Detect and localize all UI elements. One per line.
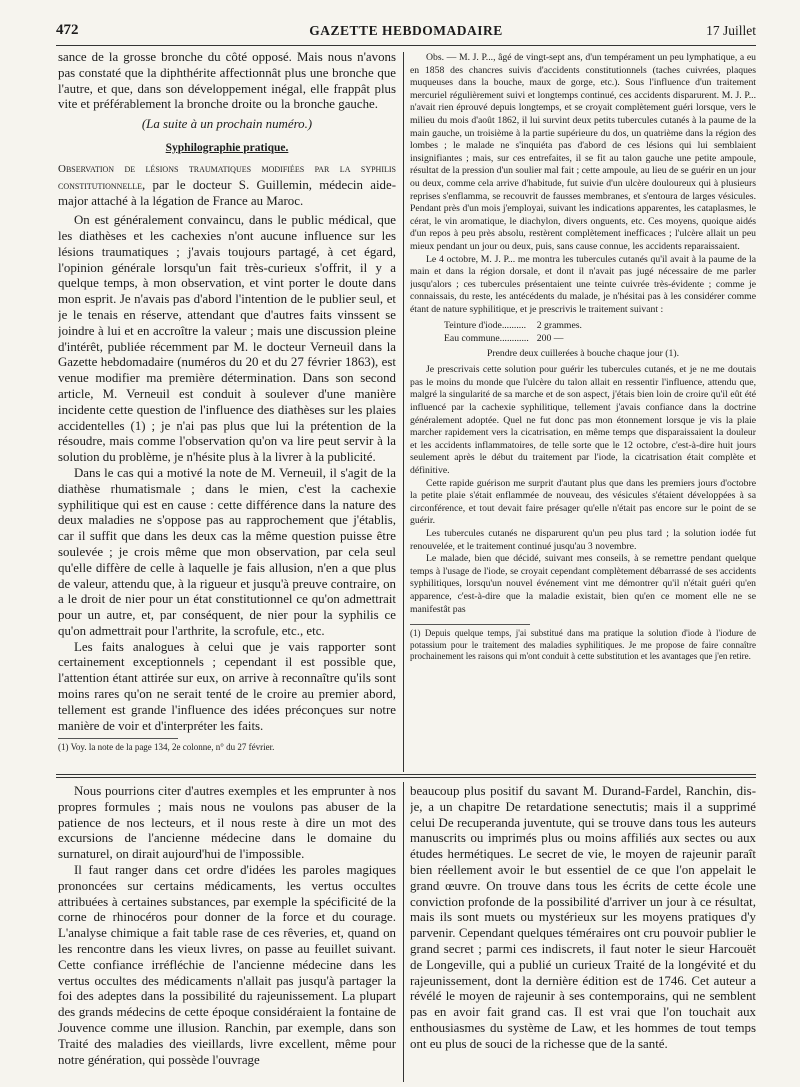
article-intro — [58, 161, 396, 210]
body-paragraph: Dans le cas qui a motivé la note de M. Verneuil, il s'agit de la diathèse rhumatismale ; dans le mien, c'est la cachexie syphilitique qui est en cause : cette différence dans la nature des deux maladies ne s'oppose pas au rapprochement que j'établis, car il suffit que dans les deux cas la même question puisse être soulevée ; je crois même que mon observation, par cela seul qu'elle diffère de celle à laquelle je fais allusion, n'en a que plus de valeur, attendu que, à la rigueur et jusqu'à preuve contraire, on a le droit de nier pour un état constitutionnel ce qu'on admettrait pour un autre, et, par conséquent, de nier pour la syphilis ce qu'on admettrait pour l'arthrite, la scrofule, etc., etc. — [58, 465, 396, 638]
section-title: Syphilographie pratique. — [165, 141, 289, 154]
footnote-rule — [410, 624, 530, 625]
observation-paragraph: Les tubercules cutanés ne disparurent qu'un peu plus tard ; la solution iodée fut renouvelée, et le traitement continué jusqu'au 3 novembre. — [410, 527, 756, 552]
body-paragraph: On est généralement convaincu, dans le public médical, que les diathèses et les cachexies n'ont aucune influence sur les lésions traumatiques ; j'avais toujours partagé, à cet égard, l'opinion générale lorsqu'un fait très-curieux s'offrit, il y a quelque temps, à mon observation, et vint porter le doute dans mon esprit. Je n'avais pas d'abord l'intention de le publier seul, et je le tenais en réserve, attendant que d'autres faits vinssent se joindre à lui et en accroître la valeur ; mais une discussion pleine d'intérêt, publiée récemment par M. le docteur Verneuil dans la Gazette hebdomadaire (numéros du 20 et du 27 février 1863), est venue modifier ma première détermination. Dans son second article, M. Verneuil est conduit à soulever d'une manière incidente cette question de l'influence des diathèses sur les plaies accidentelles (1) ; je n'ai pas plus que lui la prétention de la résoudre, mais comme l'observation qu'on va lire peut servir à la solution du problème, je n'hésite plus à la livrer à la publicité. — [58, 213, 396, 465]
page-number: 472 — [56, 22, 79, 38]
left-column — [58, 50, 396, 758]
prescription-row — [440, 320, 586, 333]
body-paragraph: Les faits analogues à celui que je vais rapporter sont certainement exceptionnels ; cependant il est possible que, l'attention étant attirée sur eux, on arrive à reconnaître qu'ils sont moins rares qu'on ne serait tenté de le croire au premier abord, tellement est grande l'influence des idées préconçues sur notre manière de voir et d'interpréter les faits. — [58, 639, 396, 733]
prescription-instruction: Prendre deux cuillerées à bouche chaque jour (1). — [486, 347, 680, 359]
feuilleton-left-column — [58, 784, 396, 1082]
feuilleton-paragraph: Nous pourrions citer d'autres exemples et les emprunter à nos propres formules ; mais nous ne voulons pas abuser de la patience de nos lecteurs, et il nous reste à dire un mot des excursions de l'ancienne médecine dans le domaine du surnaturel, on dirait aujourd'hui de l'impossible. — [58, 784, 396, 862]
feuilleton-paragraph: beaucoup plus positif du savant M. Durand-Fardel, Ranchin, dis-je, a un chapitre De retardatione senectutis; mais il a supprimé celui De recuperanda juventute, qui se trouve dans tous les auteurs manuscrits ou imprimés plus ou moins affiliés aux sectes ou aux études hermétiques. Le secret de vie, le moyen de rajeunir paraît bien réellement avoir le but essentiel de ce que l'on appelait le grand œuvre. On trouve dans tous les écrits de cette école une conviction profonde de la possibilité d'arriver un jour à ce résultat, mais ils sont muets ou mystérieux sur les moyens pratiques d'y parvenir. Cependant quelques téméraires ont cru pouvoir publier le grand secret ; parmi ces indiscrets, il faut noter le sieur Harcouët de Longeville, qui a publié un curieux Traité de la longévité et du rajeunissement, dont la dernière édition est de 1746. Cet auteur a révélé le moyen de rajeunir à ses contemporains, qui ne semblent pas en avoir fait grand cas. Il est vrai que l'on touchait aux enthousiasmes du système de Law, et les hommes de tout temps ont eu plus de souci de la richesse que de la santé. — [410, 784, 756, 1051]
prescription-amount: 200 — — [536, 333, 564, 345]
prescription-item: Teinture d'iode.......... — [444, 320, 527, 332]
prescription-table — [440, 320, 586, 345]
footnote: (1) Voy. la note de la page 134, 2e colonne, n° du 27 février. — [58, 742, 275, 753]
observation-paragraph: Je prescrivais cette solution pour guérir les tubercules cutanés, et je ne me doutais pas le moins du monde que l'ulcère du talon allait en ressentir l'influence, attendu que, malgré la singularité de sa marche et de son aspect, j'étais bien loin de croire qu'il eût été influencé par la cachexie syphilitique, tellement j'avais confiance dans la doctrine généralement adoptée. Quel ne fut donc pas mon étonnement lorsque je vis la plaie marcher rapidement vers la cicatrisation, en même temps que disparaissaient la douleur et les accidents inflammatoires, de telle sorte que le 12 octobre, c'est-à-dire huit jours seulement après le début du traitement par l'iode, la cicatrisation était complète et définitive. — [410, 364, 756, 476]
opening-paragraph: sance de la grosse bronche du côté opposé. Mais nous n'avons pas constaté que la diphthérite affectionnât plus une bronche que l'autre, et que, dans son développement inégal, elle frappât plus vite et préférablement la bronche droite ou la bronche gauche. — [58, 50, 396, 112]
journal-title: GAZETTE HEBDOMADAIRE — [309, 23, 503, 38]
prescription-item: Eau commune............ — [444, 333, 529, 345]
prescription-row — [440, 333, 586, 346]
feuilleton-paragraph: Il faut ranger dans cet ordre d'idées les paroles magiques prononcées sur certains médicaments, les vertus occultes attribuées à certaines substances, par exemple la spécificité de la corne de rhinocéros pour donner de la force et du courage. L'analyse chimique a fait table rase de ces rêveries, et, quand on les rencontre dans les vieux livres, on passe au feuillet suivant. Cette confiance irréfléchie de l'ancienne médecine dans les vertus occultes des médicaments n'allait pas jusqu'à partager la foi des adeptes dans la possibilité du rajeunissement. La plupart des grands médecins de cette époque considéraient la fontaine de Jouvence comme une illusion. Ranchin, par exemple, dans son Traité des maladies des vieillards, livre excellent, même pour notre génération, qui possède l'ouvrage — [58, 862, 396, 1067]
article-intro-author: , par le docteur S. Guillemin, médecin aide-major attaché à la légation de France au Maroc. — [58, 177, 396, 209]
observation-paragraph: Le malade, bien que décidé, suivant mes conseils, à se remettre pendant quelque temps à l'usage de l'iode, se croyait cependant complètement débarrassé de ses accidents syphilitiques, lorsqu'un nouvel événement vint me démontrer qu'il n'était guéri qu'en apparence, c'est-à-dire que la maladie existait, bien qu'en ce moment elle ne se manifestât pas — [410, 553, 756, 615]
article-intro-title: Observation de lésions traumatiques modifiées par la syphilis constitutionnelle — [58, 162, 396, 192]
column-divider — [403, 52, 404, 772]
prescription-amount: 2 grammes. — [536, 320, 582, 332]
observation-paragraph: Le 4 octobre, M. J. P... me montra les tubercules cutanés qu'il avait à la paume de la main et dans la région dorsale, et dont il n'avait pas jugé nécessaire de me parler jusqu'alors ; ces tubercules présentaient une teinte cuivrée très-évidente ; comme je connaissais, du reste, les antécédents du malade, je n'hésitai pas à les considérer comme étant de nature syphilitique, et je prescrivis le traitement suivant : — [410, 253, 756, 315]
footnote-rule — [58, 738, 178, 739]
running-header — [56, 20, 756, 42]
footnote: (1) Depuis quelque temps, j'ai substitué dans ma pratique la solution d'iode à l'iodure de potassium pour le traitement des maladies syphilitiques. Je me propose de faire connaître prochainement les raisons qui m'ont conduit à cette substitution et les avantages que j'en retire. — [410, 628, 756, 662]
section-rule — [56, 774, 756, 775]
issue-date: 17 Juillet — [706, 23, 756, 38]
right-column — [410, 52, 756, 770]
observation-paragraph: Obs. — M. J. P..., âgé de vingt-sept ans, d'un tempérament un peu lymphatique, a eu en 1858 des chancres suivis d'accidents constitutionnels (taches cuivrées, plaques muqueuses dans la bouche, maux de gorge, etc.). Sous l'influence d'un traitement mercuriel régulièrement suivi et longtemps continué, ces accidents disparurent. M. J. P... n'avait rien éprouvé depuis longtemps, et se croyait complètement guéri lorsque, vers le milieu du mois d'août 1862, il lui survint deux petits tubercules cutanés à la paume de la main gauche, un troisième à la partie supérieure du dos, un quatrième dans la région des lombes ; le malade ne s'inquiéta pas d'abord de ces lésions qui lui semblaient insignifiantes ; mais, sur ces entrefaites, il se fit au talon gauche une petite ampoule, résultat de la pression d'un soulier mal fait ; cette ampoule, au lieu de se guérir en un jour ou deux, comme cela arrive d'habitude, fut suivie d'un ulcère douloureux qui à plusieurs reprises s'enflamma, se recouvrit de fausses membranes, et s'entoura de larges vésicules. Pendant près d'un mois j'employai, suivant les indications apparentes, les cataplasmes, le cérat, le vin aromatique, le diachylon, divers onguents, etc. Ces moyens, quoique aidés d'un repos à peu près absolu, restèrent complètement inefficaces ; l'ulcère allait un peu mieux pendant un jour ou deux, puis, sans cause connue, les accidents reparaissaient. — [410, 52, 756, 252]
observation-paragraph: Cette rapide guérison me surprit d'autant plus que dans les premiers jours d'octobre la petite plaie s'était enflammée de nouveau, des vésicules s'étaient développées à sa circonférence, et tout devait faire présager qu'elle n'était pas encore sur le point de se guérir. — [410, 477, 756, 527]
column-divider — [403, 782, 404, 1082]
suite-note: (La suite à un prochain numéro.) — [141, 117, 313, 132]
section-rule — [56, 777, 756, 778]
feuilleton-right-column — [410, 784, 756, 1082]
header-rule — [56, 45, 756, 46]
